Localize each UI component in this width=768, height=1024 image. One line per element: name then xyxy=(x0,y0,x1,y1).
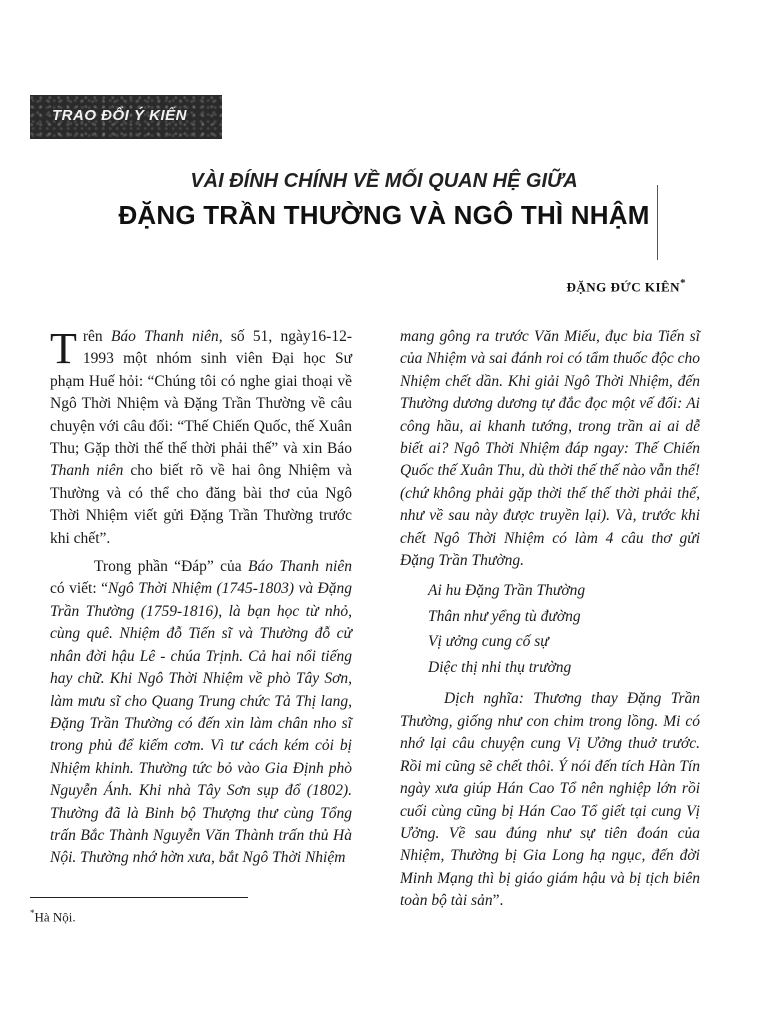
left-paragraph-2 xyxy=(50,556,352,870)
right-paragraph-2 xyxy=(400,688,700,912)
footnote-text: Hà Nội. xyxy=(34,909,76,925)
text-run: rên xyxy=(82,328,111,345)
text-run-italic: Ngô Thời Nhiệm (1745-1803) và Đặng Trần Thường (1759-1816), là bạn học từ nhỏ, cùng quê. Nhiệm đỗ Tiến sĩ và Thường đỗ cử nhân đời hậu Lê - chúa Trịnh. Cả hai nổi tiếng hay chữ. Khi Ngô Thời Nhiệm về phò Tây Sơn, làm mưu sĩ cho Quang Trung chức Tả Thị lang, Đặng Trần Thường có đến xin làm chân nho sĩ trong phủ để kiếm cơm. Vì tư cách kém cỏi bị Nhiệm khinh. Thường tức bỏ vào Gia Định phò Nguyễn Ánh. Khi nhà Tây Sơn sụp đổ (1802). Thường đã là Binh bộ Thượng thư cùng Tổng trấn Bắc Thành Nguyễn Văn Thành trấn thủ Hà Nội. Thường nhớ hờn xưa, bắt Ngô Thời Nhiệm xyxy=(50,580,352,867)
footnote xyxy=(30,908,76,925)
text-run: ”. xyxy=(492,892,504,910)
footnote-mark: * xyxy=(30,908,35,918)
poem-line: Diệc thị nhi thụ trường xyxy=(428,658,572,676)
section-tag-banner xyxy=(30,95,222,139)
left-column xyxy=(50,326,352,870)
text-run-italic: Dịch nghĩa: Thương thay Đặng Trần Thường, giống như con chim trong lồng. Mi có nhớ lại câu chuyện cung Vị Ưởng thuở trước. Rồi mi cũng sẽ chết thôi. Ý nói đến tích Hàn Tín ngày xưa giúp Hán Cao Tổ nên nghiệp lớn rồi cuối cùng cũng bị Hán Cao Tổ giết tại cung Vị Ưởng. Về sau đúng như sự tiên đoán của Nhiệm, Thường bị Gia Long hạ ngục, đến đời Minh Mạng thì bị giáo giám hậu và bị tịch biên toàn bộ tài sản xyxy=(400,690,700,910)
right-paragraph-1: mang gông ra trước Văn Miếu, đục bia Tiến sĩ của Nhiệm và sai đánh roi có tẩm thuốc độc cho Nhiệm chết dần. Khi giải Ngô Thời Nhiệm, đến Thường dương dương tự đắc đọc một vế đối: Ai công hầu, ai khanh tướng, trong trần ai ai dễ biết ai? Ngô Thời Nhiệm đáp ngay: Thế Chiến Quốc thế Xuân Thu, dù thời thế thế nào vẫn thế! (chứ không phải gặp thời thế thế thời phải thế, như về sau này được truyền lại). Và, trước khi chết Ngô Thời Nhiệm có làm 4 câu thơ gửi Đặng Trần Thường. xyxy=(400,328,700,570)
text-run: Trong phần “Đáp” của xyxy=(94,558,248,576)
section-tag-label: TRAO ĐỔI Ý KIẾN xyxy=(52,107,188,124)
left-paragraph-1 xyxy=(50,326,352,550)
drop-cap: T xyxy=(50,324,77,373)
text-run-italic: Báo Thanh niên xyxy=(110,328,219,345)
author-byline xyxy=(566,277,686,295)
article-title: ĐẶNG TRẦN THƯỜNG VÀ NGÔ THÌ NHẬM xyxy=(118,200,650,230)
text-run: , số 51, ngày16-12-1993 một nhóm sinh viên Đại học Sư phạm Huế hỏi: “Chúng tôi có nghe giai thoại về Ngô Thời Nhiệm và Đặng Trần Thường về câu chuyện với câu đối: “Thế Chiến Quốc, thế Xuân Thu; Gặp thời thế thế thời phải thế” và xin Báo xyxy=(50,328,352,458)
poem-line: Thân như yểng tù đường xyxy=(428,607,581,625)
author-footnote-mark: * xyxy=(680,277,686,289)
poem xyxy=(428,578,700,680)
text-run-italic: Báo Thanh niên xyxy=(248,558,352,576)
author-name: ĐẶNG ĐỨC KIÊN xyxy=(566,279,681,295)
right-column xyxy=(400,326,700,913)
text-run: có viết: “ xyxy=(50,580,108,598)
article-subtitle: VÀI ĐÍNH CHÍNH VỀ MỐI QUAN HỆ GIỮA xyxy=(190,170,578,192)
footnote-divider xyxy=(30,897,248,898)
text-run: cho biết rõ về hai ông Nhiệm và Thường và có thể cho đăng bài thơ của Ngô Thời Nhiệm viết gửi Đặng Trần Thường trước khi chết”. xyxy=(50,462,352,547)
poem-line: Ai hu Đặng Trần Thường xyxy=(428,582,586,600)
poem-line: Vị ưởng cung cố sự xyxy=(428,633,549,651)
text-run-italic: Thanh niên xyxy=(50,462,124,480)
